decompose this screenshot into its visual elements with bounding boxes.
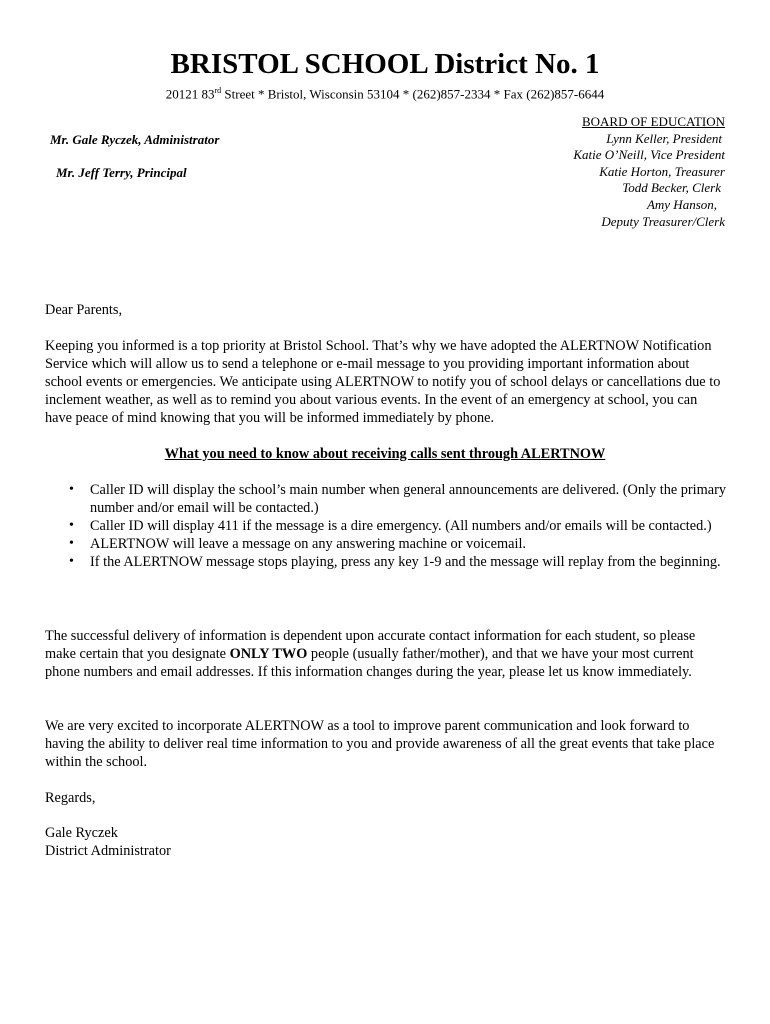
delivery-emphasis: ONLY TWO xyxy=(229,646,308,662)
letterhead-title: BRISTOL SCHOOL District No. 1 xyxy=(170,48,600,80)
list-item xyxy=(45,517,735,535)
address-street-number: 20121 83 xyxy=(165,86,215,102)
address-ordinal-suffix: rd xyxy=(214,86,222,95)
signature-name: Gale Ryczek xyxy=(45,825,118,841)
letterhead-address xyxy=(0,82,770,103)
board-member: Katie O’Neill, Vice President xyxy=(573,147,725,163)
board-of-education xyxy=(573,114,725,230)
address-rest: Street * Bristol, Wisconsin 53104 * (262)857-2334 * Fax (262)857-6644 xyxy=(221,86,605,102)
salutation: Dear Parents, xyxy=(45,302,123,318)
board-member: Lynn Keller, President xyxy=(606,130,722,146)
delivery-text-after: people (usually father/mother), and that we have your most current phone numbers and email addresses. If this information changes during the year, please let us know immediately. xyxy=(45,646,694,680)
delivery-text-before: The successful delivery of information is dependent upon accurate contact information for each student, so please make certain that you designate xyxy=(45,628,696,662)
signature-title: District Administrator xyxy=(45,843,171,859)
list-item-text: Caller ID will display the school’s main number when general announcements are delivered. (Only the primary number and/or email will be contacted.) xyxy=(90,482,727,516)
board-member: Todd Becker, Clerk xyxy=(622,180,721,196)
bullet-icon: • xyxy=(69,518,74,533)
board-member: Deputy Treasurer/Clerk xyxy=(601,213,725,229)
list-item-text: If the ALERTNOW message stops playing, press any key 1-9 and the message will replay from the beginning. xyxy=(90,554,721,570)
bullet-icon: • xyxy=(69,482,74,497)
list-item-text: Caller ID will display 411 if the message is a dire emergency. (All numbers and/or emails will be contacted.) xyxy=(90,518,712,534)
intro-paragraph: Keeping you informed is a top priority at Bristol School. That’s why we have adopted the ALERTNOW Notification Service which will allow us to send a telephone or e-mail message to you providing important information about school events or emergencies. We anticipate using ALERTNOW to notify you of school delays or cancellations due to inclement weather, as well as to remind you about various events. In the event of an emergency at school, you can have peace of mind knowing that you will be informed immediately by phone. xyxy=(45,338,721,426)
administrator-name: Mr. Gale Ryczek, Administrator xyxy=(50,132,220,147)
bullet-list xyxy=(45,481,735,571)
list-item-text: ALERTNOW will leave a message on any answering machine or voicemail. xyxy=(90,536,526,552)
bullet-icon: • xyxy=(69,536,74,551)
delivery-paragraph xyxy=(45,627,727,681)
list-item xyxy=(45,553,735,571)
closing-paragraph: We are very excited to incorporate ALERTNOW as a tool to improve parent communication and look forward to having the ability to deliver real time information to you and provide awareness of all the great events that take place within the school. xyxy=(45,718,715,770)
list-item xyxy=(45,481,735,517)
bullet-icon: • xyxy=(69,554,74,569)
principal-name: Mr. Jeff Terry, Principal xyxy=(56,165,187,180)
board-heading: BOARD OF EDUCATION xyxy=(581,114,725,129)
section-heading: What you need to know about receiving calls sent through ALERTNOW xyxy=(164,446,606,462)
board-member: Katie Horton, Treasurer xyxy=(599,163,725,179)
board-member: Amy Hanson, xyxy=(646,196,717,212)
list-item xyxy=(45,535,735,553)
regards: Regards, xyxy=(45,790,96,806)
